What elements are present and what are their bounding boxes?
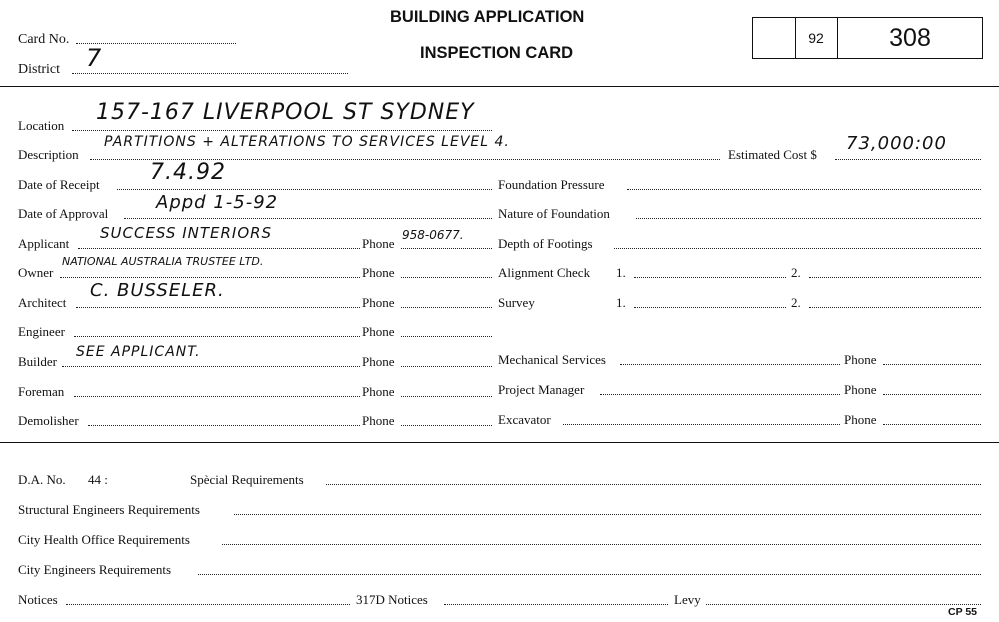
architect-phone-field[interactable] <box>401 307 492 308</box>
foreman-phone-label: Phone <box>362 384 395 399</box>
health-requirements-field[interactable] <box>222 544 981 545</box>
project-manager-label: Project Manager <box>498 382 585 397</box>
survey-1-label: 1. <box>616 295 626 310</box>
notices-317d-field[interactable] <box>444 604 668 605</box>
foreman-phone-field[interactable] <box>401 396 492 397</box>
levy-label: Levy <box>674 592 701 607</box>
engineers-requirements-label: City Engineers Requirements <box>18 562 172 577</box>
owner-phone-label: Phone <box>362 265 395 280</box>
foundation-pressure-label: Foundation Pressure <box>498 177 605 192</box>
owner-label: Owner <box>18 265 54 280</box>
form-subtitle: INSPECTION CARD <box>420 44 574 62</box>
survey-2-label: 2. <box>791 295 801 310</box>
date-receipt-value: 7.4.92 <box>150 160 226 185</box>
excavator-field[interactable] <box>563 424 840 425</box>
excavator-label: Excavator <box>498 412 551 427</box>
project-manager-phone-label: Phone <box>844 382 877 397</box>
excavator-phone-label: Phone <box>844 412 877 427</box>
notices-field[interactable] <box>66 604 350 605</box>
date-approval-label: Date of Approval <box>18 206 109 221</box>
project-manager-field[interactable] <box>600 394 840 395</box>
estimated-cost-value: 73,000:00 <box>846 133 947 154</box>
engineer-field[interactable] <box>74 336 360 337</box>
da-no-label: D.A. No. <box>18 472 66 487</box>
structural-requirements-label: Structural Engineers Requirements <box>18 502 200 517</box>
estimated-cost-field[interactable] <box>835 159 981 160</box>
nature-foundation-label: Nature of Foundation <box>498 206 610 221</box>
applicant-value: SUCCESS INTERIORS <box>100 224 273 242</box>
depth-footings-field[interactable] <box>614 248 981 249</box>
engineer-phone-label: Phone <box>362 324 395 339</box>
applicant-phone-value: 958-0677. <box>402 228 464 242</box>
special-requirements-label: Spècial Requirements <box>190 472 304 487</box>
survey-2-field[interactable] <box>809 307 981 308</box>
architect-field[interactable] <box>76 307 360 308</box>
notices-label: Notices <box>18 592 58 607</box>
builder-value: SEE APPLICANT. <box>76 344 201 360</box>
engineer-phone-field[interactable] <box>401 336 492 337</box>
card-year: 92 <box>808 30 824 46</box>
alignment-check-1-label: 1. <box>616 265 626 280</box>
alignment-check-2-label: 2. <box>791 265 801 280</box>
builder-phone-field[interactable] <box>401 366 492 367</box>
form-code: CP 55 <box>948 606 977 618</box>
demolisher-phone-field[interactable] <box>401 425 492 426</box>
applicant-field[interactable] <box>78 248 360 249</box>
district-value: 7 <box>86 44 103 72</box>
architect-value: C. BUSSELER. <box>90 280 225 301</box>
applicant-phone-label: Phone <box>362 236 395 251</box>
builder-field[interactable] <box>62 366 360 367</box>
date-approval-value: Appd 1-5-92 <box>156 192 279 213</box>
date-receipt-field[interactable] <box>117 189 492 190</box>
structural-requirements-field[interactable] <box>234 514 981 515</box>
foreman-field[interactable] <box>74 396 360 397</box>
engineer-label: Engineer <box>18 324 65 339</box>
foundation-pressure-field[interactable] <box>627 189 981 190</box>
alignment-check-label: Alignment Check <box>498 265 591 280</box>
builder-label: Builder <box>18 354 57 369</box>
levy-field[interactable] <box>706 604 981 605</box>
card-number-box <box>752 17 983 59</box>
demolisher-field[interactable] <box>88 425 360 426</box>
nature-foundation-field[interactable] <box>636 218 981 219</box>
mechanical-phone-field[interactable] <box>883 364 981 365</box>
district-label: District <box>18 62 60 77</box>
applicant-phone-field[interactable] <box>401 248 492 249</box>
description-label: Description <box>18 147 79 162</box>
survey-label: Survey <box>498 295 535 310</box>
owner-field[interactable] <box>60 277 360 278</box>
demolisher-label: Demolisher <box>18 413 79 428</box>
depth-footings-label: Depth of Footings <box>498 236 593 251</box>
header-divider <box>0 86 999 87</box>
mechanical-services-label: Mechanical Services <box>498 352 606 367</box>
card-no-label: Card No. <box>18 32 70 47</box>
special-requirements-field[interactable] <box>326 484 981 485</box>
alignment-check-2-field[interactable] <box>809 277 981 278</box>
date-approval-field[interactable] <box>124 218 492 219</box>
notices-317d-label: 317D Notices <box>356 592 428 607</box>
foreman-label: Foreman <box>18 384 65 399</box>
da-no-value: 44 : <box>88 472 108 487</box>
demolisher-phone-label: Phone <box>362 413 395 428</box>
estimated-cost-label: Estimated Cost $ <box>728 147 817 162</box>
mechanical-phone-label: Phone <box>844 352 877 367</box>
owner-value: NATIONAL AUSTRALIA TRUSTEE LTD. <box>62 255 264 268</box>
location-field[interactable] <box>72 130 492 131</box>
health-requirements-label: City Health Office Requirements <box>18 532 190 547</box>
survey-1-field[interactable] <box>634 307 786 308</box>
footer-divider <box>0 442 999 443</box>
card-number-cell <box>837 18 982 58</box>
card-year-cell <box>795 18 836 58</box>
location-label: Location <box>18 118 65 133</box>
owner-phone-field[interactable] <box>401 277 492 278</box>
form-title: BUILDING APPLICATION <box>390 8 585 26</box>
mechanical-services-field[interactable] <box>620 364 840 365</box>
location-value: 157-167 LIVERPOOL ST SYDNEY <box>96 100 475 125</box>
card-number: 308 <box>889 23 931 52</box>
project-manager-phone-field[interactable] <box>883 394 981 395</box>
applicant-label: Applicant <box>18 236 70 251</box>
excavator-phone-field[interactable] <box>883 424 981 425</box>
architect-phone-label: Phone <box>362 295 395 310</box>
date-receipt-label: Date of Receipt <box>18 177 100 192</box>
builder-phone-label: Phone <box>362 354 395 369</box>
description-value: PARTITIONS + ALTERATIONS TO SERVICES LEVEL 4. <box>104 134 510 150</box>
architect-label: Architect <box>18 295 67 310</box>
engineers-requirements-field[interactable] <box>198 574 981 575</box>
alignment-check-1-field[interactable] <box>634 277 786 278</box>
district-field[interactable] <box>72 73 348 74</box>
